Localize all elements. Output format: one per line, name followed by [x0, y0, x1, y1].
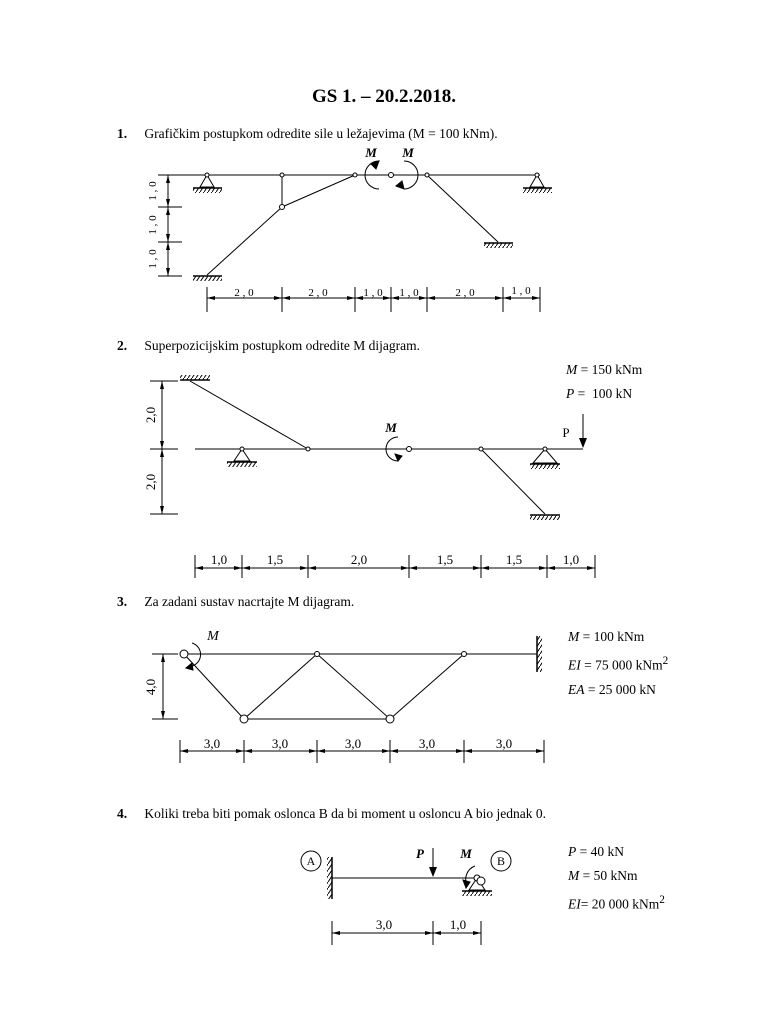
- task-1-moment-right-arrowhead: [396, 181, 404, 189]
- exam-title: GS 1. – 20.2.2018.: [311, 86, 457, 107]
- task-4-params: P = 40 kN M = 50 kNm EI= 20 000 kNm$^2$: [568, 844, 665, 912]
- task-1-number: 1.: [117, 126, 128, 141]
- task-4-param-ei: 20 000 kNm: [591, 896, 660, 912]
- task-2-hinge: [306, 447, 310, 451]
- task-2-force-label: P: [562, 425, 570, 440]
- task-1-dim-label: 2 , 0: [308, 287, 328, 299]
- task-2-param-p: 100 kN: [592, 386, 633, 401]
- task-2-dim-label: 1,5: [436, 552, 454, 567]
- task-2-hinge: [479, 447, 483, 451]
- task-1-hinge: [280, 173, 284, 177]
- task-2-dim-label: 2,0: [350, 552, 368, 567]
- task-4-dim-label: 3,0: [375, 917, 393, 932]
- task-4-force-label: P: [416, 846, 424, 861]
- task-1-vdim-label: 1 , 0: [147, 181, 159, 201]
- task-2-text: Superpozicijskim postupkom odredite M dijagram.: [144, 338, 420, 353]
- task-1-dim-label: 1 , 0: [511, 285, 531, 297]
- task-3-param-ei-exp: 2: [662, 655, 669, 667]
- task-1-fixed-support: [484, 243, 513, 248]
- task-3-hinge: [315, 652, 320, 657]
- task-1-dim-label: 2 , 0: [234, 287, 254, 299]
- task-1-hinge: [389, 173, 394, 178]
- task-3-number: 3.: [117, 594, 128, 609]
- task-2-param-m: 150 kNm: [591, 362, 643, 377]
- task-3-moment-arrowhead: [186, 663, 193, 670]
- task-2-pin-support-right: [530, 447, 560, 469]
- task-2-member: [190, 381, 308, 449]
- task-1-hinge: [425, 173, 429, 177]
- task-1-pin-support-left: [193, 173, 222, 193]
- task-1-moment-label-left: M: [365, 145, 377, 160]
- task-3-dim-label: 3,0: [344, 736, 362, 751]
- task-4-structure: [301, 848, 511, 945]
- task-3-param-ei: 75 000 kNm: [595, 657, 663, 673]
- task-2-moment-arrowhead: [395, 454, 402, 461]
- task-2-fixed-support-top: [180, 375, 210, 380]
- task-1-member: [427, 175, 498, 242]
- task-3-vdim-label: 4,0: [143, 678, 158, 696]
- task-2-vdim-label: 2,0: [143, 406, 158, 424]
- task-3-pin-joint: [180, 650, 188, 658]
- task-3-pin-joint: [386, 715, 394, 723]
- task-4-moment-label: M: [460, 846, 472, 861]
- task-1-dim-label: 2 , 0: [455, 287, 475, 299]
- task-3-text: Za zadani sustav nacrtajte M dijagram.: [144, 594, 355, 609]
- task-4-text: Koliki treba biti pomak oslonca B da bi moment u osloncu A bio jednak 0.: [144, 806, 546, 821]
- task-1-vdim-label: 1 , 0: [147, 215, 159, 235]
- task-4-param-p: 40 kN: [590, 844, 624, 859]
- task-3-diagonal: [244, 654, 317, 719]
- task-1-member: [282, 175, 355, 207]
- task-2-pin-support-left: [227, 447, 257, 467]
- task-2-params: M = 150 kNm P = 100 kN: [566, 362, 643, 401]
- task-3-pin-joint: [240, 715, 248, 723]
- task-1-hinge: [280, 205, 285, 210]
- task-3-dim-label: 3,0: [495, 736, 513, 751]
- task-2-hinge: [407, 447, 412, 452]
- task-1-structure: [158, 161, 552, 312]
- task-2-dim-label: 1,0: [562, 552, 580, 567]
- task-2-dim-label: 1,5: [266, 552, 284, 567]
- task-3-params: M = 100 kNm EI = 75 000 kNm$^2$ EA = 25 000 kN: [568, 629, 669, 697]
- task-1-fixed-support: [193, 276, 222, 281]
- task-3-diagonal: [390, 654, 464, 719]
- task-2-dim-label: 1,0: [210, 552, 228, 567]
- task-2-structure: [150, 375, 595, 578]
- task-3-diagonal: [317, 654, 390, 719]
- task-3-dim-label: 3,0: [271, 736, 289, 751]
- task-2-member: [481, 449, 545, 514]
- task-3-dim-label: 3,0: [418, 736, 436, 751]
- task-4-support-label-a: A: [306, 854, 316, 868]
- task-2-vdim-label: 2,0: [143, 473, 158, 491]
- task-1-member: [207, 207, 282, 275]
- task-2-number: 2.: [117, 338, 128, 353]
- task-3-moment-label: M: [207, 629, 219, 644]
- task-2-moment-label: M: [385, 420, 397, 435]
- task-2-dim-label: 1,5: [505, 552, 523, 567]
- task-3-dim-label: 3,0: [203, 736, 221, 751]
- task-1-hinge: [353, 173, 357, 177]
- task-3-param-ea: 25 000 kN: [598, 681, 656, 697]
- task-4-param-ei-exp: 2: [659, 894, 665, 906]
- task-4-dim-label: 1,0: [449, 917, 467, 932]
- task-1-dim-label: 1 , 0: [399, 287, 419, 299]
- task-3-fixed-support-right: [537, 636, 542, 672]
- task-4-fixed-support-a: [327, 857, 332, 899]
- task-4-support-label-b: B: [496, 854, 506, 868]
- task-4-number: 4.: [117, 806, 128, 821]
- task-1-pin-support-right: [523, 173, 552, 193]
- task-3-param-m: 100 kNm: [593, 629, 645, 644]
- task-4-moment-arrowhead: [463, 880, 470, 888]
- task-1-dim-label: 1 , 0: [363, 287, 383, 299]
- task-1-text: Grafičkim postupkom odredite sile u ležajevima (M = 100 kNm).: [144, 126, 498, 141]
- task-1-vdim-label: 1 , 0: [147, 249, 159, 269]
- task-3-hinge: [462, 652, 467, 657]
- task-3-diagonal: [184, 654, 244, 719]
- task-4-param-m: 50 kNm: [593, 868, 638, 883]
- task-1-moment-label-right: M: [402, 145, 414, 160]
- task-2-fixed-support-bottom: [530, 515, 560, 520]
